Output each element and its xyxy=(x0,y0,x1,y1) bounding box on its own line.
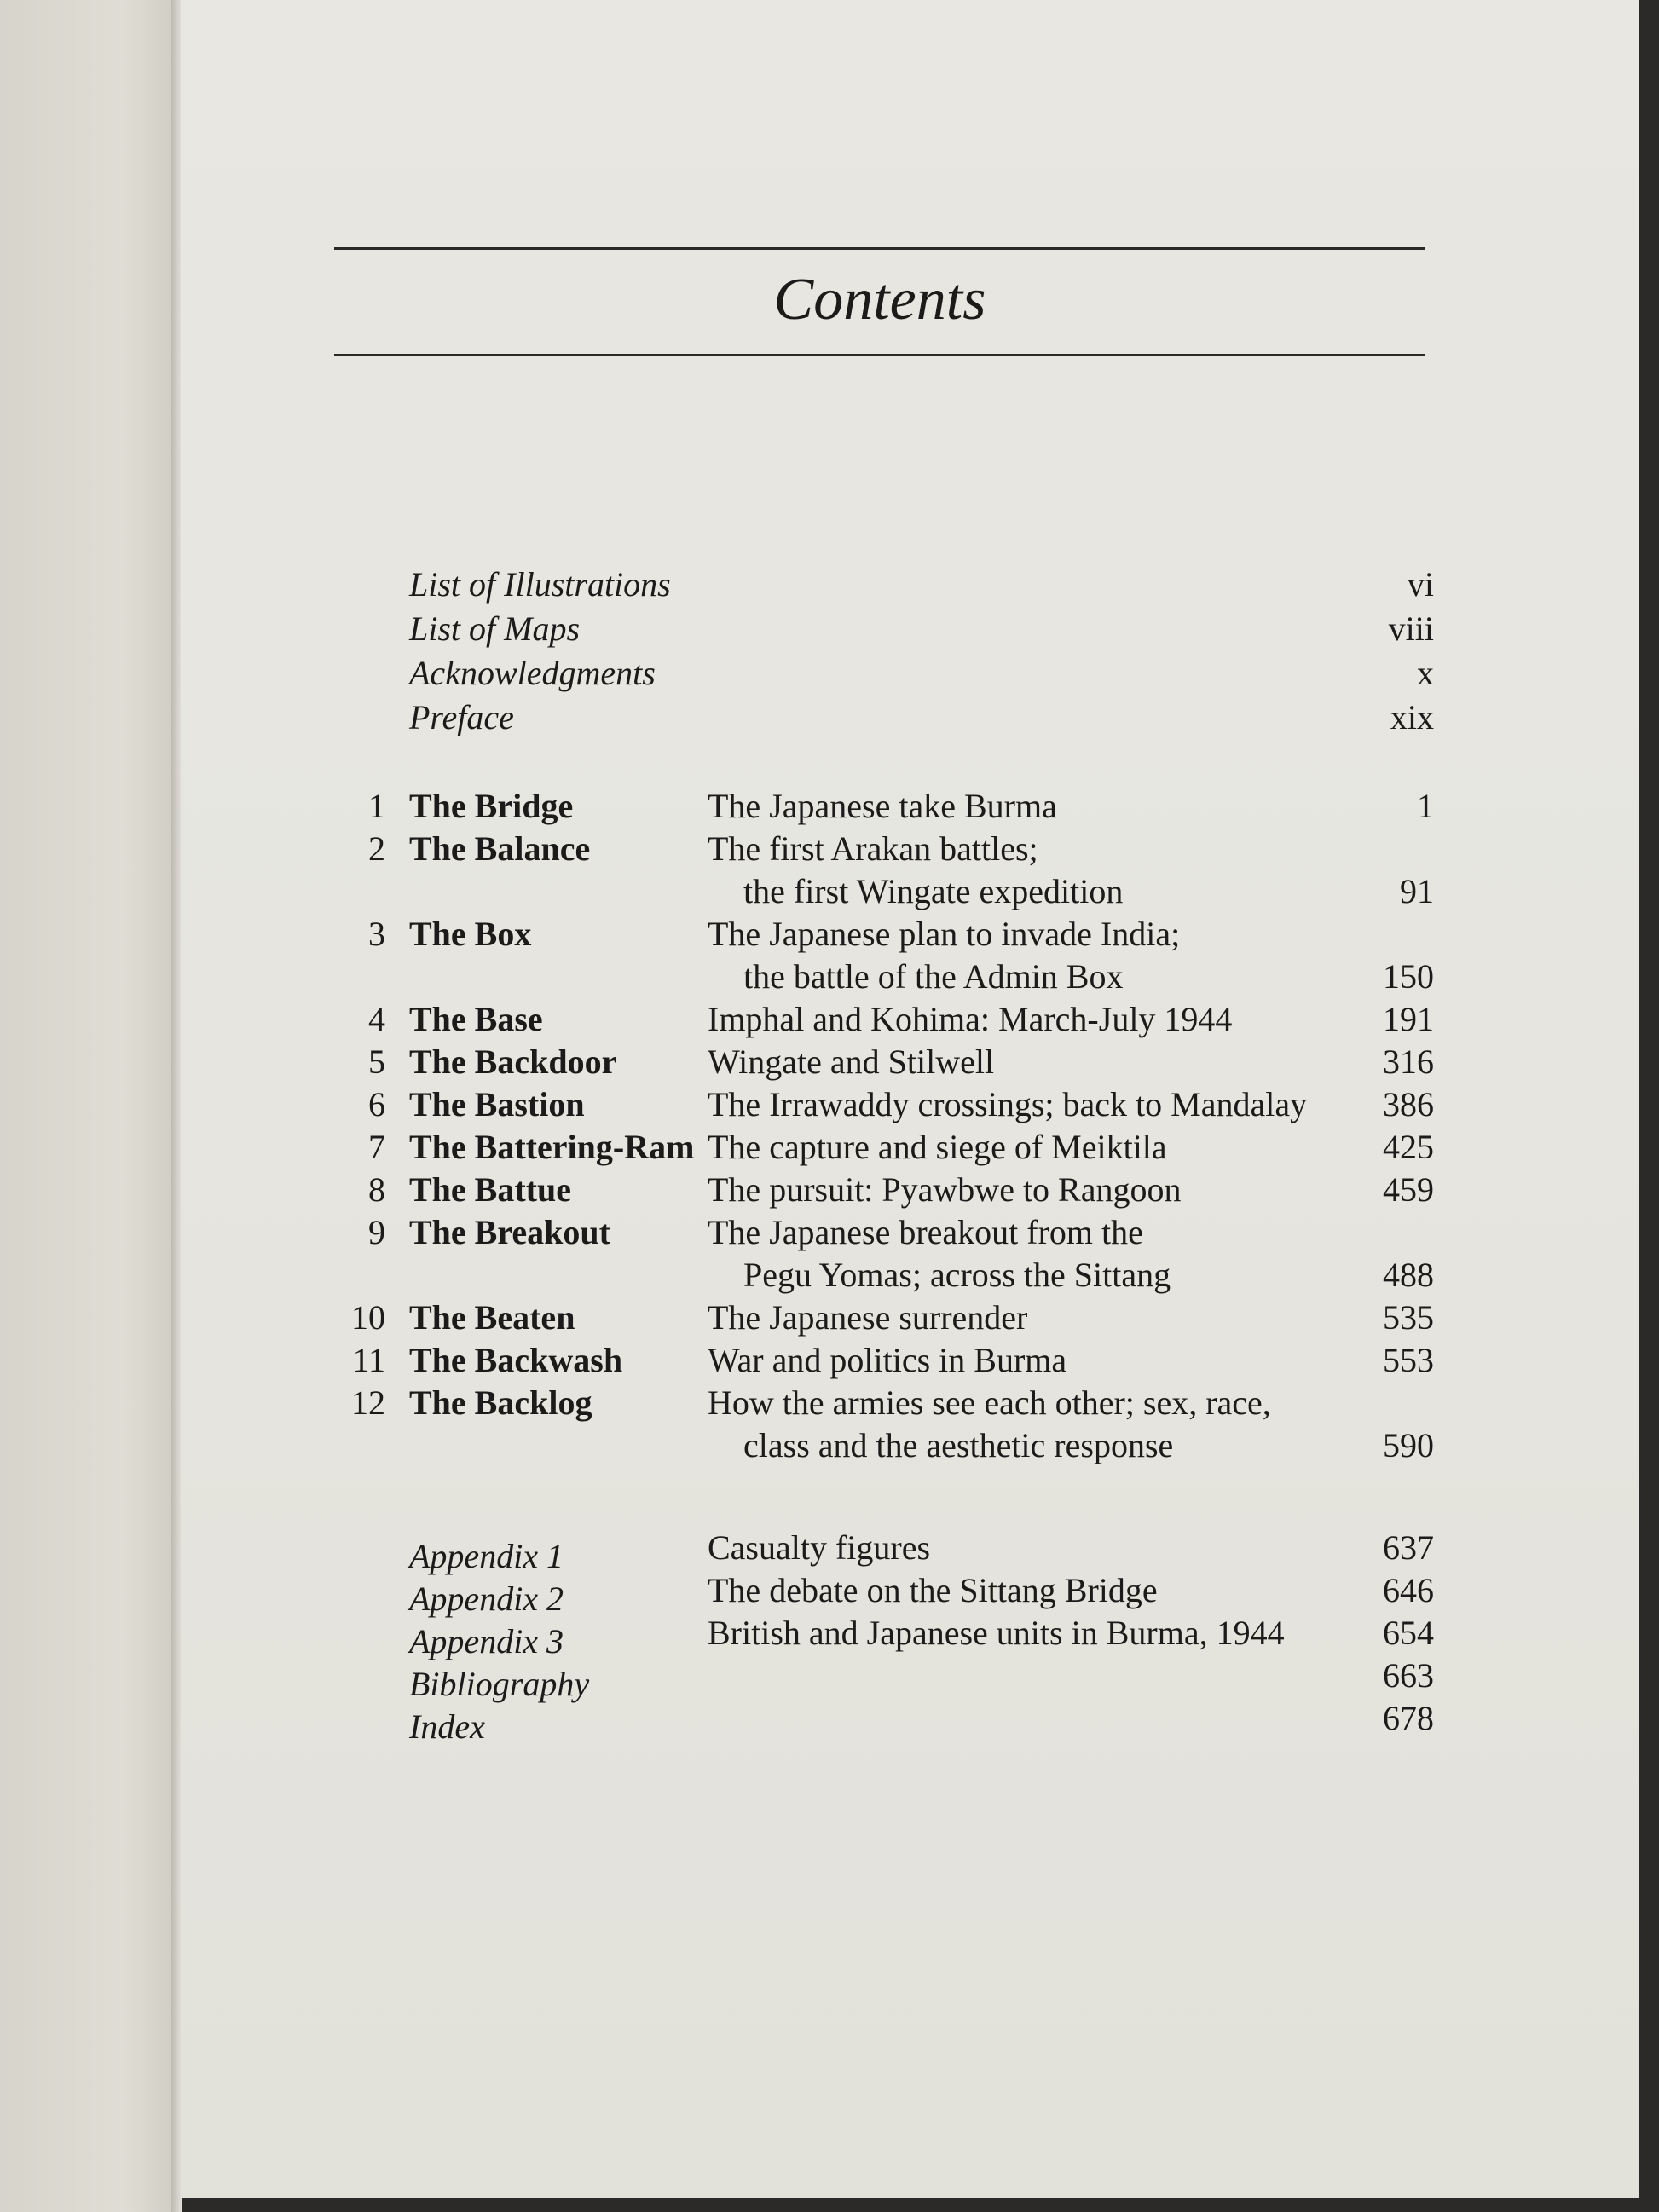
page-number: 191 xyxy=(1383,1000,1434,1038)
chapter-entry xyxy=(181,1296,1639,1340)
chapter-number: 10 xyxy=(351,1298,385,1337)
chapter-description: How the armies see each other; sex, race, xyxy=(708,1383,1271,1422)
chapter-description: Imphal and Kohima: March-July 1944 xyxy=(708,1000,1233,1038)
chapter-description: Wingate and Stilwell xyxy=(708,1042,995,1081)
chapter-description: the first Wingate expedition xyxy=(743,872,1124,910)
chapter-title: The Bridge xyxy=(409,787,574,825)
chapter-title: The Backdoor xyxy=(409,1042,617,1081)
page-number: 1 xyxy=(1417,787,1434,825)
back-matter-label: Appendix 1 xyxy=(409,1537,564,1575)
front-matter-item xyxy=(181,696,1639,740)
chapter-number: 2 xyxy=(368,829,385,868)
page-number: x xyxy=(1417,654,1434,692)
chapter-title: The Base xyxy=(409,1000,543,1038)
front-matter-item xyxy=(181,607,1639,651)
back-matter-item xyxy=(181,1568,1639,1618)
chapter-entry-continuation xyxy=(181,869,1639,914)
chapter-description: Pegu Yomas; across the Sittang xyxy=(743,1256,1171,1294)
chapter-description: The Japanese take Burma xyxy=(708,787,1057,825)
front-matter-label: Preface xyxy=(409,698,514,736)
chapter-number: 1 xyxy=(368,787,385,825)
chapter-title: The Box xyxy=(409,915,532,953)
page-number: viii xyxy=(1388,609,1434,648)
page-number: xix xyxy=(1390,698,1434,736)
chapter-number: 12 xyxy=(351,1383,385,1422)
chapter-title: The Balance xyxy=(409,829,591,868)
chapter-title: The Battering-Ram xyxy=(409,1128,695,1166)
page-number: 91 xyxy=(1400,872,1434,910)
chapter-description: class and the aesthetic response xyxy=(743,1426,1174,1464)
chapter-entry xyxy=(181,1381,1639,1425)
chapter-entry xyxy=(181,784,1639,829)
page-number: 646 xyxy=(1383,1571,1434,1609)
chapter-entry xyxy=(181,1168,1639,1212)
chapter-description: The first Arakan battles; xyxy=(708,829,1038,868)
chapter-description: The capture and siege of Meiktila xyxy=(708,1128,1167,1166)
front-matter-label: Acknowledgments xyxy=(409,654,656,692)
chapter-description: The Japanese surrender xyxy=(708,1298,1028,1337)
chapter-title: The Bastion xyxy=(409,1085,585,1123)
back-matter-label: Bibliography xyxy=(409,1665,590,1703)
chapter-title: The Battue xyxy=(409,1170,571,1209)
page-number: 386 xyxy=(1383,1085,1434,1123)
chapter-title: The Breakout xyxy=(409,1213,610,1251)
chapter-number: 9 xyxy=(368,1213,385,1251)
page-number: 459 xyxy=(1383,1170,1434,1209)
chapter-entry-continuation xyxy=(181,1253,1639,1297)
chapter-entry xyxy=(181,912,1639,956)
page-title: Contents xyxy=(773,267,986,332)
chapter-number: 7 xyxy=(368,1128,385,1166)
page-number: 316 xyxy=(1383,1042,1434,1081)
back-matter-label: Appendix 3 xyxy=(409,1622,564,1660)
contents-page xyxy=(181,0,1639,2198)
back-matter-item xyxy=(181,1611,1639,1660)
chapter-entry xyxy=(181,1125,1639,1170)
back-matter-description: British and Japanese units in Burma, 1944 xyxy=(708,1614,1285,1652)
front-matter-label: List of Maps xyxy=(409,609,581,648)
page-number: 637 xyxy=(1383,1528,1434,1567)
chapter-number: 8 xyxy=(368,1170,385,1209)
chapter-entry-continuation xyxy=(181,1424,1639,1468)
chapter-number: 3 xyxy=(368,915,385,953)
chapter-description: The Japanese breakout from the xyxy=(708,1213,1143,1251)
chapter-entry xyxy=(181,1040,1639,1084)
page-number: 488 xyxy=(1383,1256,1434,1294)
chapter-description: War and politics in Burma xyxy=(708,1341,1067,1379)
chapter-entry xyxy=(181,1083,1639,1127)
page-number: 150 xyxy=(1383,957,1434,996)
back-matter-item xyxy=(181,1654,1639,1703)
chapter-number: 4 xyxy=(368,1000,385,1038)
front-matter-label: List of Illustrations xyxy=(409,565,671,604)
page-number: 663 xyxy=(1383,1656,1434,1695)
chapter-entry xyxy=(181,827,1639,871)
page-number: 535 xyxy=(1383,1298,1434,1337)
chapter-number: 11 xyxy=(352,1341,385,1379)
back-matter-item xyxy=(181,1696,1639,1746)
facing-page xyxy=(0,0,177,2212)
chapter-entry-continuation xyxy=(181,955,1639,999)
page-number: 553 xyxy=(1383,1341,1434,1379)
front-matter-item xyxy=(181,651,1639,696)
chapter-title: The Backlog xyxy=(409,1383,592,1422)
chapter-description: The Japanese plan to invade India; xyxy=(708,915,1181,953)
page-number: 678 xyxy=(1383,1699,1434,1737)
chapter-entry xyxy=(181,997,1639,1042)
chapter-description: the battle of the Admin Box xyxy=(743,957,1124,996)
back-matter-label: Index xyxy=(409,1707,485,1746)
page-number: 425 xyxy=(1383,1128,1434,1166)
back-matter-item xyxy=(181,1526,1639,1575)
chapter-number: 5 xyxy=(368,1042,385,1081)
chapter-number: 6 xyxy=(368,1085,385,1123)
chapter-title: The Beaten xyxy=(409,1298,575,1337)
chapter-title: The Backwash xyxy=(409,1341,623,1379)
page-number: 590 xyxy=(1383,1426,1434,1464)
front-matter-item xyxy=(181,563,1639,607)
back-matter-description: Casualty figures xyxy=(708,1528,931,1567)
chapter-description: The pursuit: Pyawbwe to Rangoon xyxy=(708,1170,1182,1209)
chapter-description: The Irrawaddy crossings; back to Mandalay xyxy=(708,1085,1308,1123)
chapter-entry xyxy=(181,1210,1639,1255)
back-matter-label: Appendix 2 xyxy=(409,1580,564,1618)
chapter-entry xyxy=(181,1338,1639,1383)
back-matter-description: The debate on the Sittang Bridge xyxy=(708,1571,1158,1609)
page-number: 654 xyxy=(1383,1614,1434,1652)
page-number: vi xyxy=(1407,565,1434,604)
table-of-contents xyxy=(181,0,1639,2198)
